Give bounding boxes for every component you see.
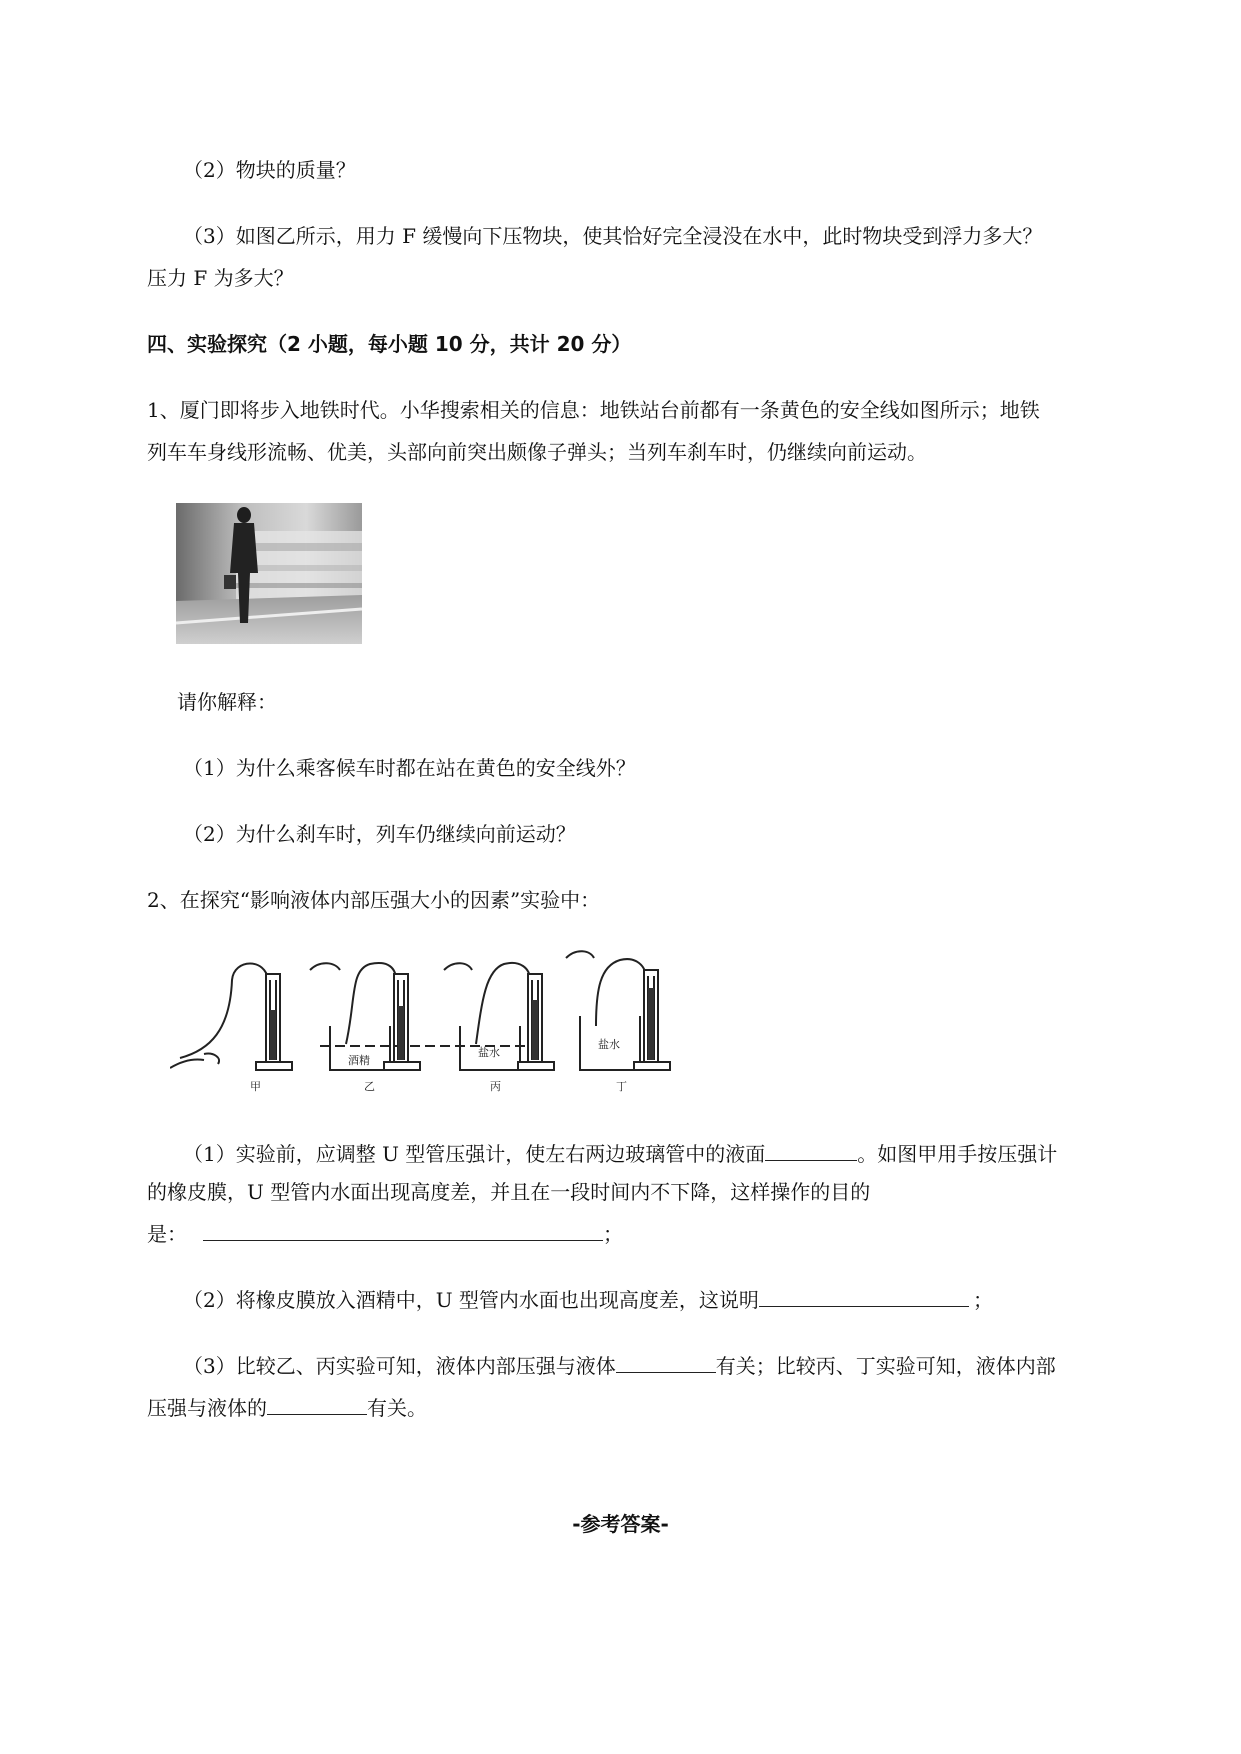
label-brine-1: 盐水	[478, 1046, 500, 1059]
e2-q1-text-c: 是：	[147, 1222, 187, 1246]
experiment-1-prompt: 请你解释：	[177, 690, 277, 714]
e2-q3-text-a: （3）比较乙、丙实验可知，液体内部压强与液体	[183, 1354, 616, 1378]
question-2-mass: （2）物块的质量？	[183, 158, 356, 182]
e2-q2-end: ；	[972, 1288, 993, 1312]
question-3-line-2: 压力 F 为多大？	[147, 266, 294, 290]
blank-purpose[interactable]	[203, 1218, 603, 1241]
experiment-2-question-1-line-3	[147, 1218, 623, 1248]
experiment-2-question-1-line-1	[183, 1138, 1057, 1168]
answer-title: -参考答案-	[572, 1512, 669, 1536]
label-alcohol: 酒精	[348, 1054, 370, 1067]
experiment-1-line-1: 1、厦门即将步入地铁时代。小华搜索相关的信息：地铁站台前都有一条黄色的安全线如图所示；地铁	[147, 398, 1040, 422]
e2-q1-text-a: （1）实验前，应调整 U 型管压强计，使左右两边玻璃管中的液面	[183, 1142, 766, 1166]
e2-q3-text-b: 有关；比较丙、丁实验可知，液体内部	[715, 1354, 1056, 1378]
label-ding: 丁	[616, 1080, 627, 1093]
experiment-2-question-1-line-2: 的橡皮膜，U 型管内水面出现高度差，并且在一段时间内不下降，这样操作的目的	[147, 1180, 871, 1204]
experiment-2-question-2	[183, 1284, 993, 1314]
experiment-1-question-1: （1）为什么乘客候车时都在站在黄色的安全线外？	[183, 756, 636, 780]
question-3-line-1: （3）如图乙所示，用力 F 缓慢向下压物块，使其恰好完全浸没在水中，此时物块受到浮力多大？	[183, 224, 1043, 248]
label-jia: 甲	[250, 1080, 261, 1093]
label-brine-2: 盐水	[598, 1038, 620, 1051]
label-yi: 乙	[364, 1080, 375, 1093]
blank-liquid-density[interactable]	[267, 1392, 367, 1415]
e2-q3-text-d: 有关。	[367, 1396, 427, 1420]
blank-liquid-level[interactable]	[765, 1138, 857, 1161]
e2-q2-text: （2）将橡皮膜放入酒精中，U 型管内水面也出现高度差，这说明	[183, 1288, 759, 1312]
section-4-title: 四、实验探究（2 小题，每小题 10 分，共计 20 分）	[147, 332, 632, 356]
experiment-2-question-3-line-2	[147, 1392, 427, 1422]
blank-liquid-depth[interactable]	[616, 1350, 716, 1373]
label-bing: 丙	[490, 1080, 501, 1093]
e2-q1-text-b: 。如图甲用手按压强计	[857, 1142, 1058, 1166]
e2-q3-text-c: 压强与液体的	[147, 1396, 267, 1420]
experiment-2-title: 2、在探究“影响液体内部压强大小的因素”实验中：	[147, 888, 601, 912]
experiment-2-question-3-line-1	[183, 1350, 1056, 1380]
pressure-gauge-diagram	[170, 940, 730, 1100]
e2-q1-end: ；	[603, 1222, 623, 1246]
experiment-1-question-2: （2）为什么刹车时，列车仍继续向前运动？	[183, 822, 576, 846]
blank-conclusion[interactable]	[759, 1284, 969, 1307]
subway-platform-photo	[176, 503, 362, 644]
experiment-1-line-2: 列车车身线形流畅、优美，头部向前突出颇像子弹头；当列车刹车时，仍继续向前运动。	[147, 440, 927, 464]
